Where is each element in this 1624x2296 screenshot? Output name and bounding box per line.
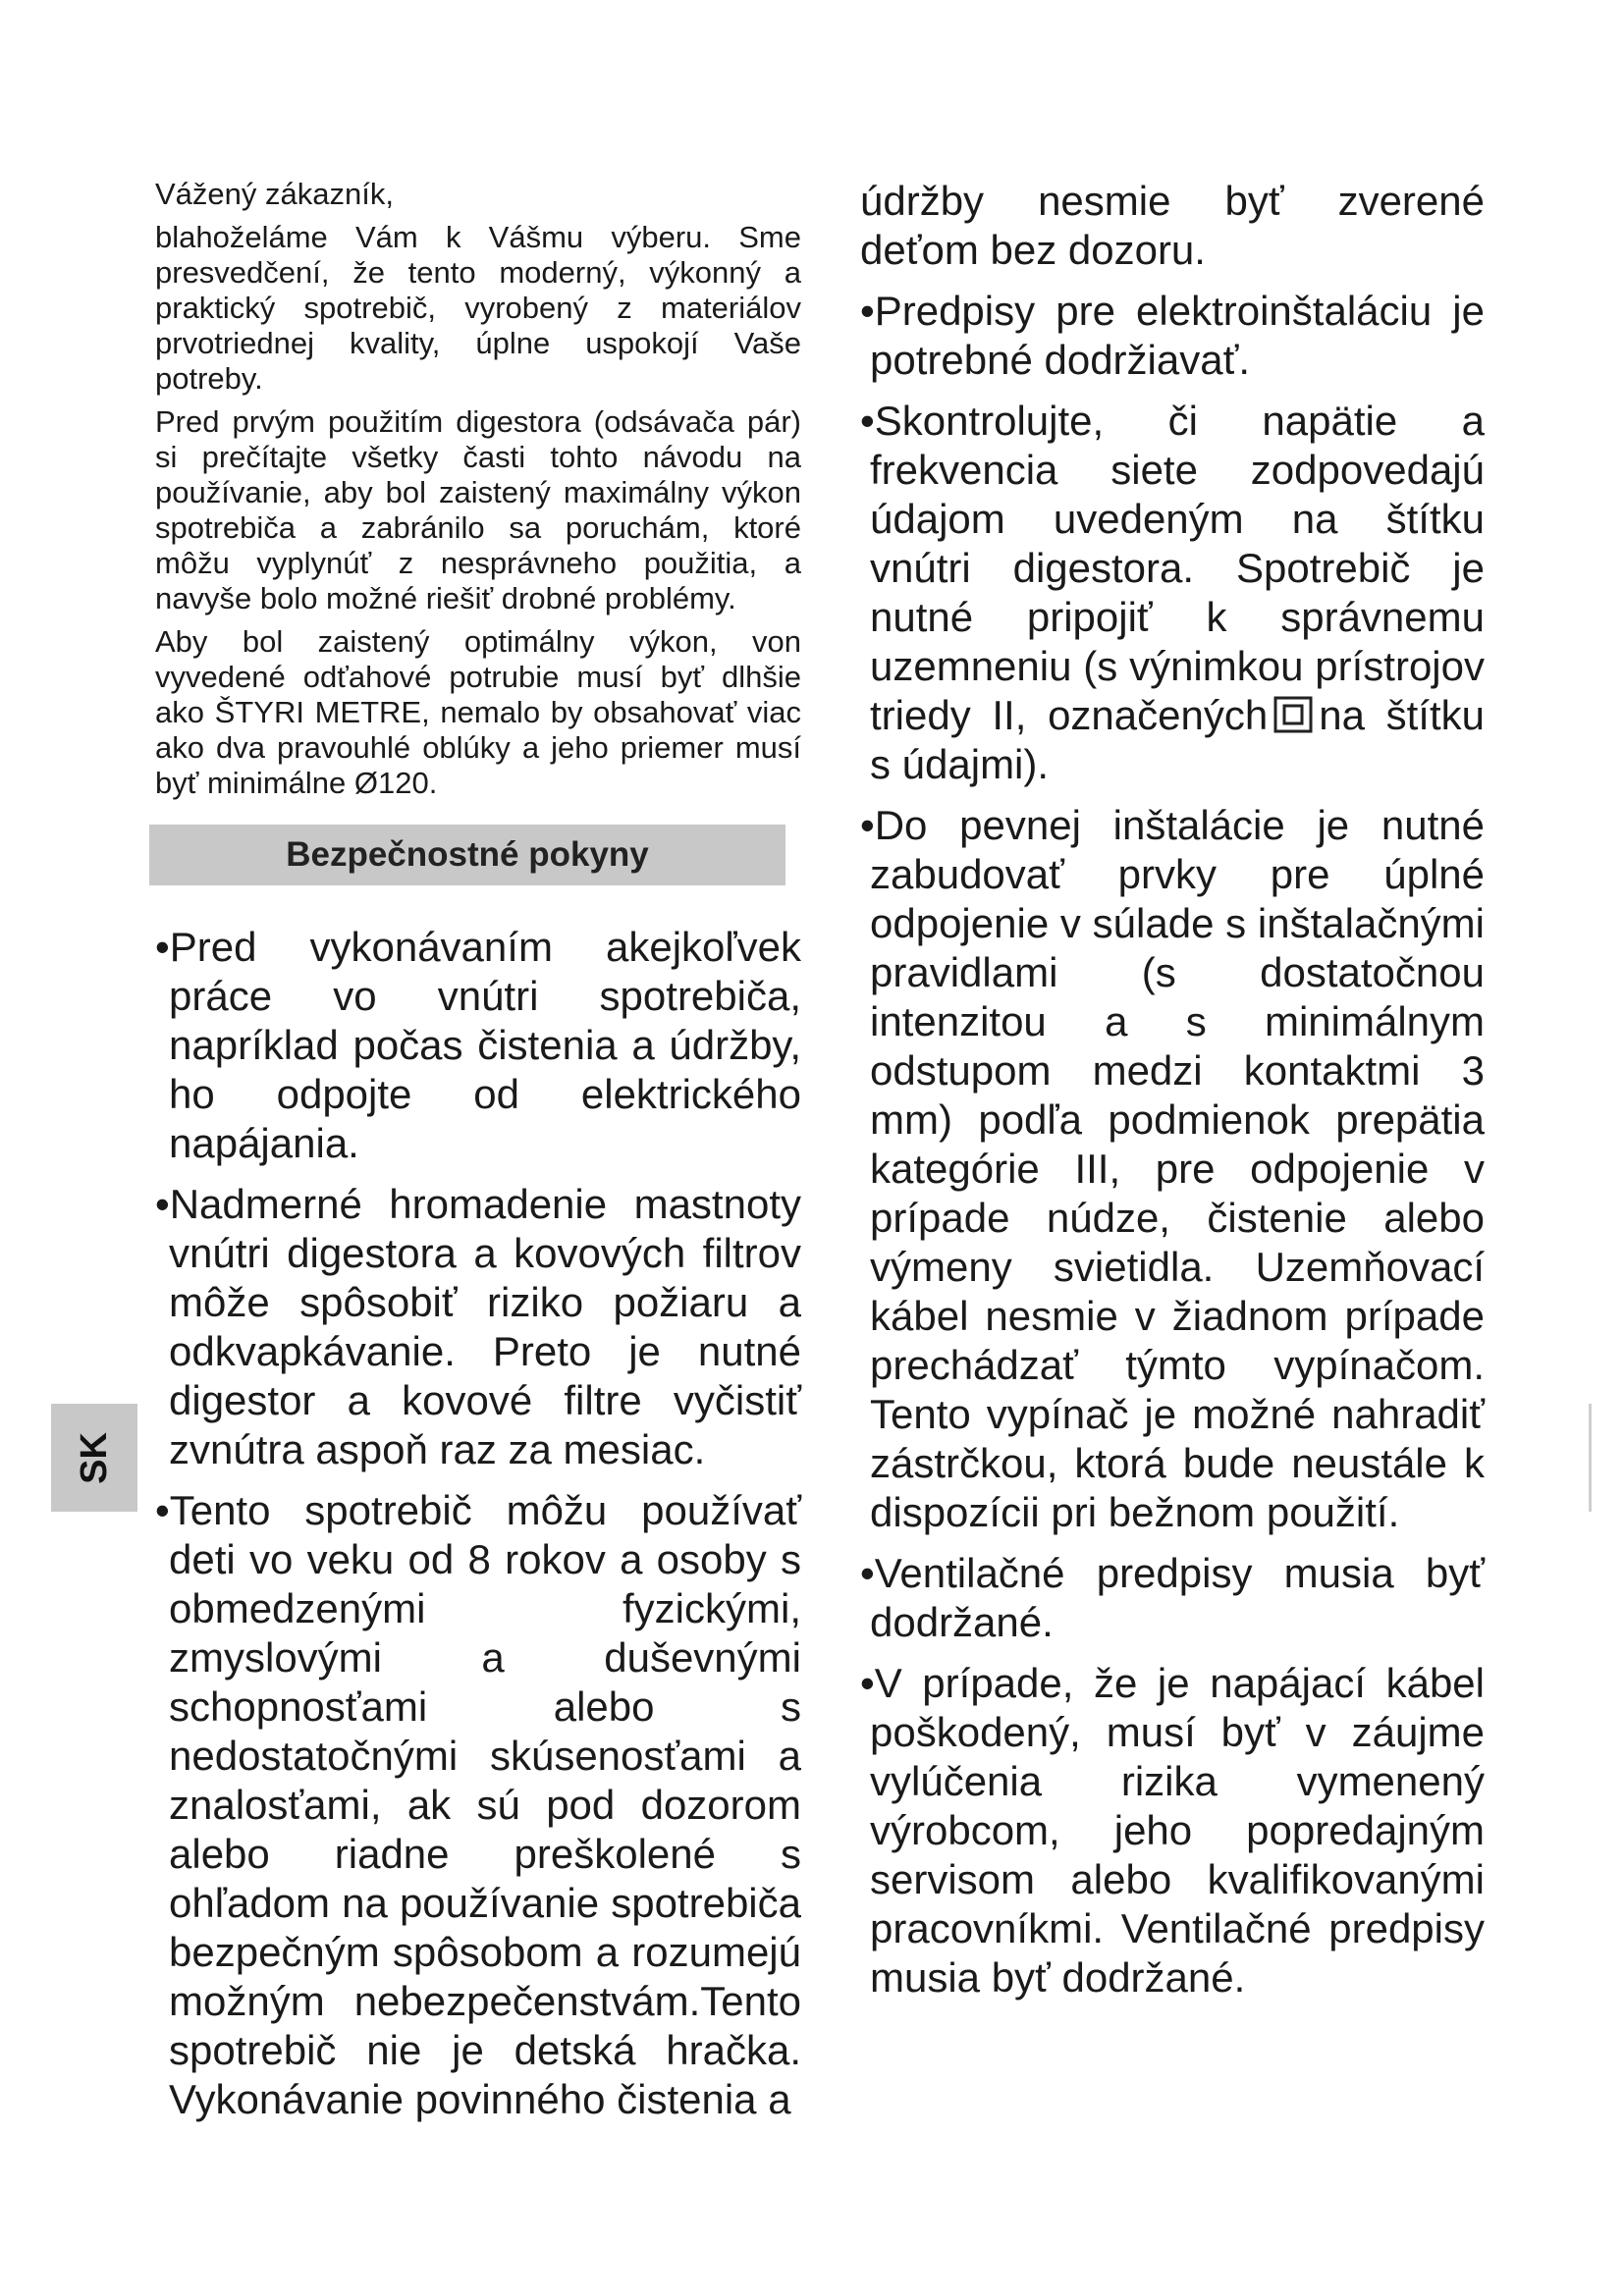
bullet-disconnect-power: •Pred vykonávaním akejkoľvek práce vo vnútri spotrebiča, napríklad počas čistenia a údržby, ho odpojte od elektrického napájania. bbox=[155, 924, 801, 1166]
page-edge-mark bbox=[1589, 1404, 1592, 1512]
right-column bbox=[860, 177, 1485, 2014]
intro-paragraph-2: Pred prvým použitím digestora (odsávača pár) si prečítajte všetky časti tohto návodu na používanie, aby bol zaistený maximálny výkon spotrebiča a zabránilo sa poruchám, ktoré môžu vyplynúť z nesprávneho použitia, a navyše bolo možné riešiť drobné problémy. bbox=[155, 404, 801, 615]
left-column bbox=[155, 177, 801, 2136]
bullet-children-usage-continued: údržby nesmie byť zverené deťom bez dozoru. bbox=[860, 178, 1485, 273]
bullet-electrical-regulations: •Predpisy pre elektroinštaláciu je potrebné dodržiavať. bbox=[860, 288, 1485, 383]
bullet-ventilation-rules: •Ventilačné predpisy musia byť dodržané. bbox=[860, 1550, 1485, 1645]
language-tab-label: SK bbox=[73, 1431, 115, 1484]
language-tab bbox=[51, 1404, 137, 1512]
class-ii-double-square-icon bbox=[1273, 696, 1313, 733]
greeting: Vážený zákazník, bbox=[155, 177, 394, 211]
bullet-voltage-grounding-tail: na štítku s údajmi). bbox=[870, 692, 1485, 787]
bullet-children-usage: •Tento spotrebič môžu používať deti vo veku od 8 rokov a osoby s obmedzenými fyzickými, zmyslovými a duševnými schopnosťami alebo s nedostatočnými skúsenosťami a znalosťami, ak sú pod dozorom alebo riadne preškolené s ohľadom na používanie spotrebiča bezpečným spôsobom a rozumejú možným nebezpečenstvám.Tento spotrebič nie je detská hračka. Vykonávanie povinného čistenia a bbox=[155, 1487, 801, 2122]
intro-paragraph-1: blahoželáme Vám k Vášmu výberu. Sme presvedčení, že tento moderný, výkonný a praktický spotrebič, vyrobený z materiálov prvotriednej kvality, úplne uspokojí Vaše potreby. bbox=[155, 220, 801, 396]
bullet-fixed-installation: •Do pevnej inštalácie je nutné zabudovať prvky pre úplné odpojenie v súlade s inštalačnými pravidlami (s dostatočnou intenzitou a s minimálnym odstupom medzi kontaktmi 3 mm) podľa podmienok prepätia kategórie III, pre odpojenie v prípade núdze, čistenie alebo výmeny svietidla. Uzemňovací kábel nesmie v žiadnom prípade prechádzať týmto vypínačom. Tento vypínač je možné nahradiť zástrčkou, ktorá bude neustále k dispozícii pri bežnom použití. bbox=[860, 802, 1485, 1535]
section-header bbox=[149, 825, 785, 885]
bullet-voltage-grounding-text: •Skontrolujte, či napätie a frekvencia siete zodpovedajú údajom uvedeným na štítku vnútri digestora. Spotrebič je nutné pripojiť k správnemu uzemneniu (s výnimkou prístrojov triedy II, označených bbox=[860, 398, 1485, 738]
intro-paragraph-3: Aby bol zaistený optimálny výkon, von vyvedené odťahové potrubie musí byť dlhšie ako ŠTYRI METRE, nemalo by obsahovať viac ako dva pravouhlé oblúky a jeho priemer musí byť minimálne Ø120. bbox=[155, 624, 801, 800]
bullet-grease-fire-risk: •Nadmerné hromadenie mastnoty vnútri digestora a kovových filtrov môže spôsobiť riziko požiaru a odkvapkávanie. Preto je nutné digestor a kovové filtre vyčistiť zvnútra aspoň raz za mesiac. bbox=[155, 1181, 801, 1472]
bullet-damaged-cable: •V prípade, že je napájací kábel poškodený, musí byť v záujme vylúčenia rizika vymenený výrobcom, jeho popredajným servisom alebo kvalifikovanými pracovníkmi. Ventilačné predpisy musia byť dodržané. bbox=[860, 1660, 1485, 2001]
section-title: Bezpečnostné pokyny bbox=[286, 835, 649, 874]
left-bullet-list bbox=[155, 923, 801, 2124]
bullet-voltage-grounding bbox=[860, 397, 1485, 789]
intro-section bbox=[155, 177, 801, 801]
